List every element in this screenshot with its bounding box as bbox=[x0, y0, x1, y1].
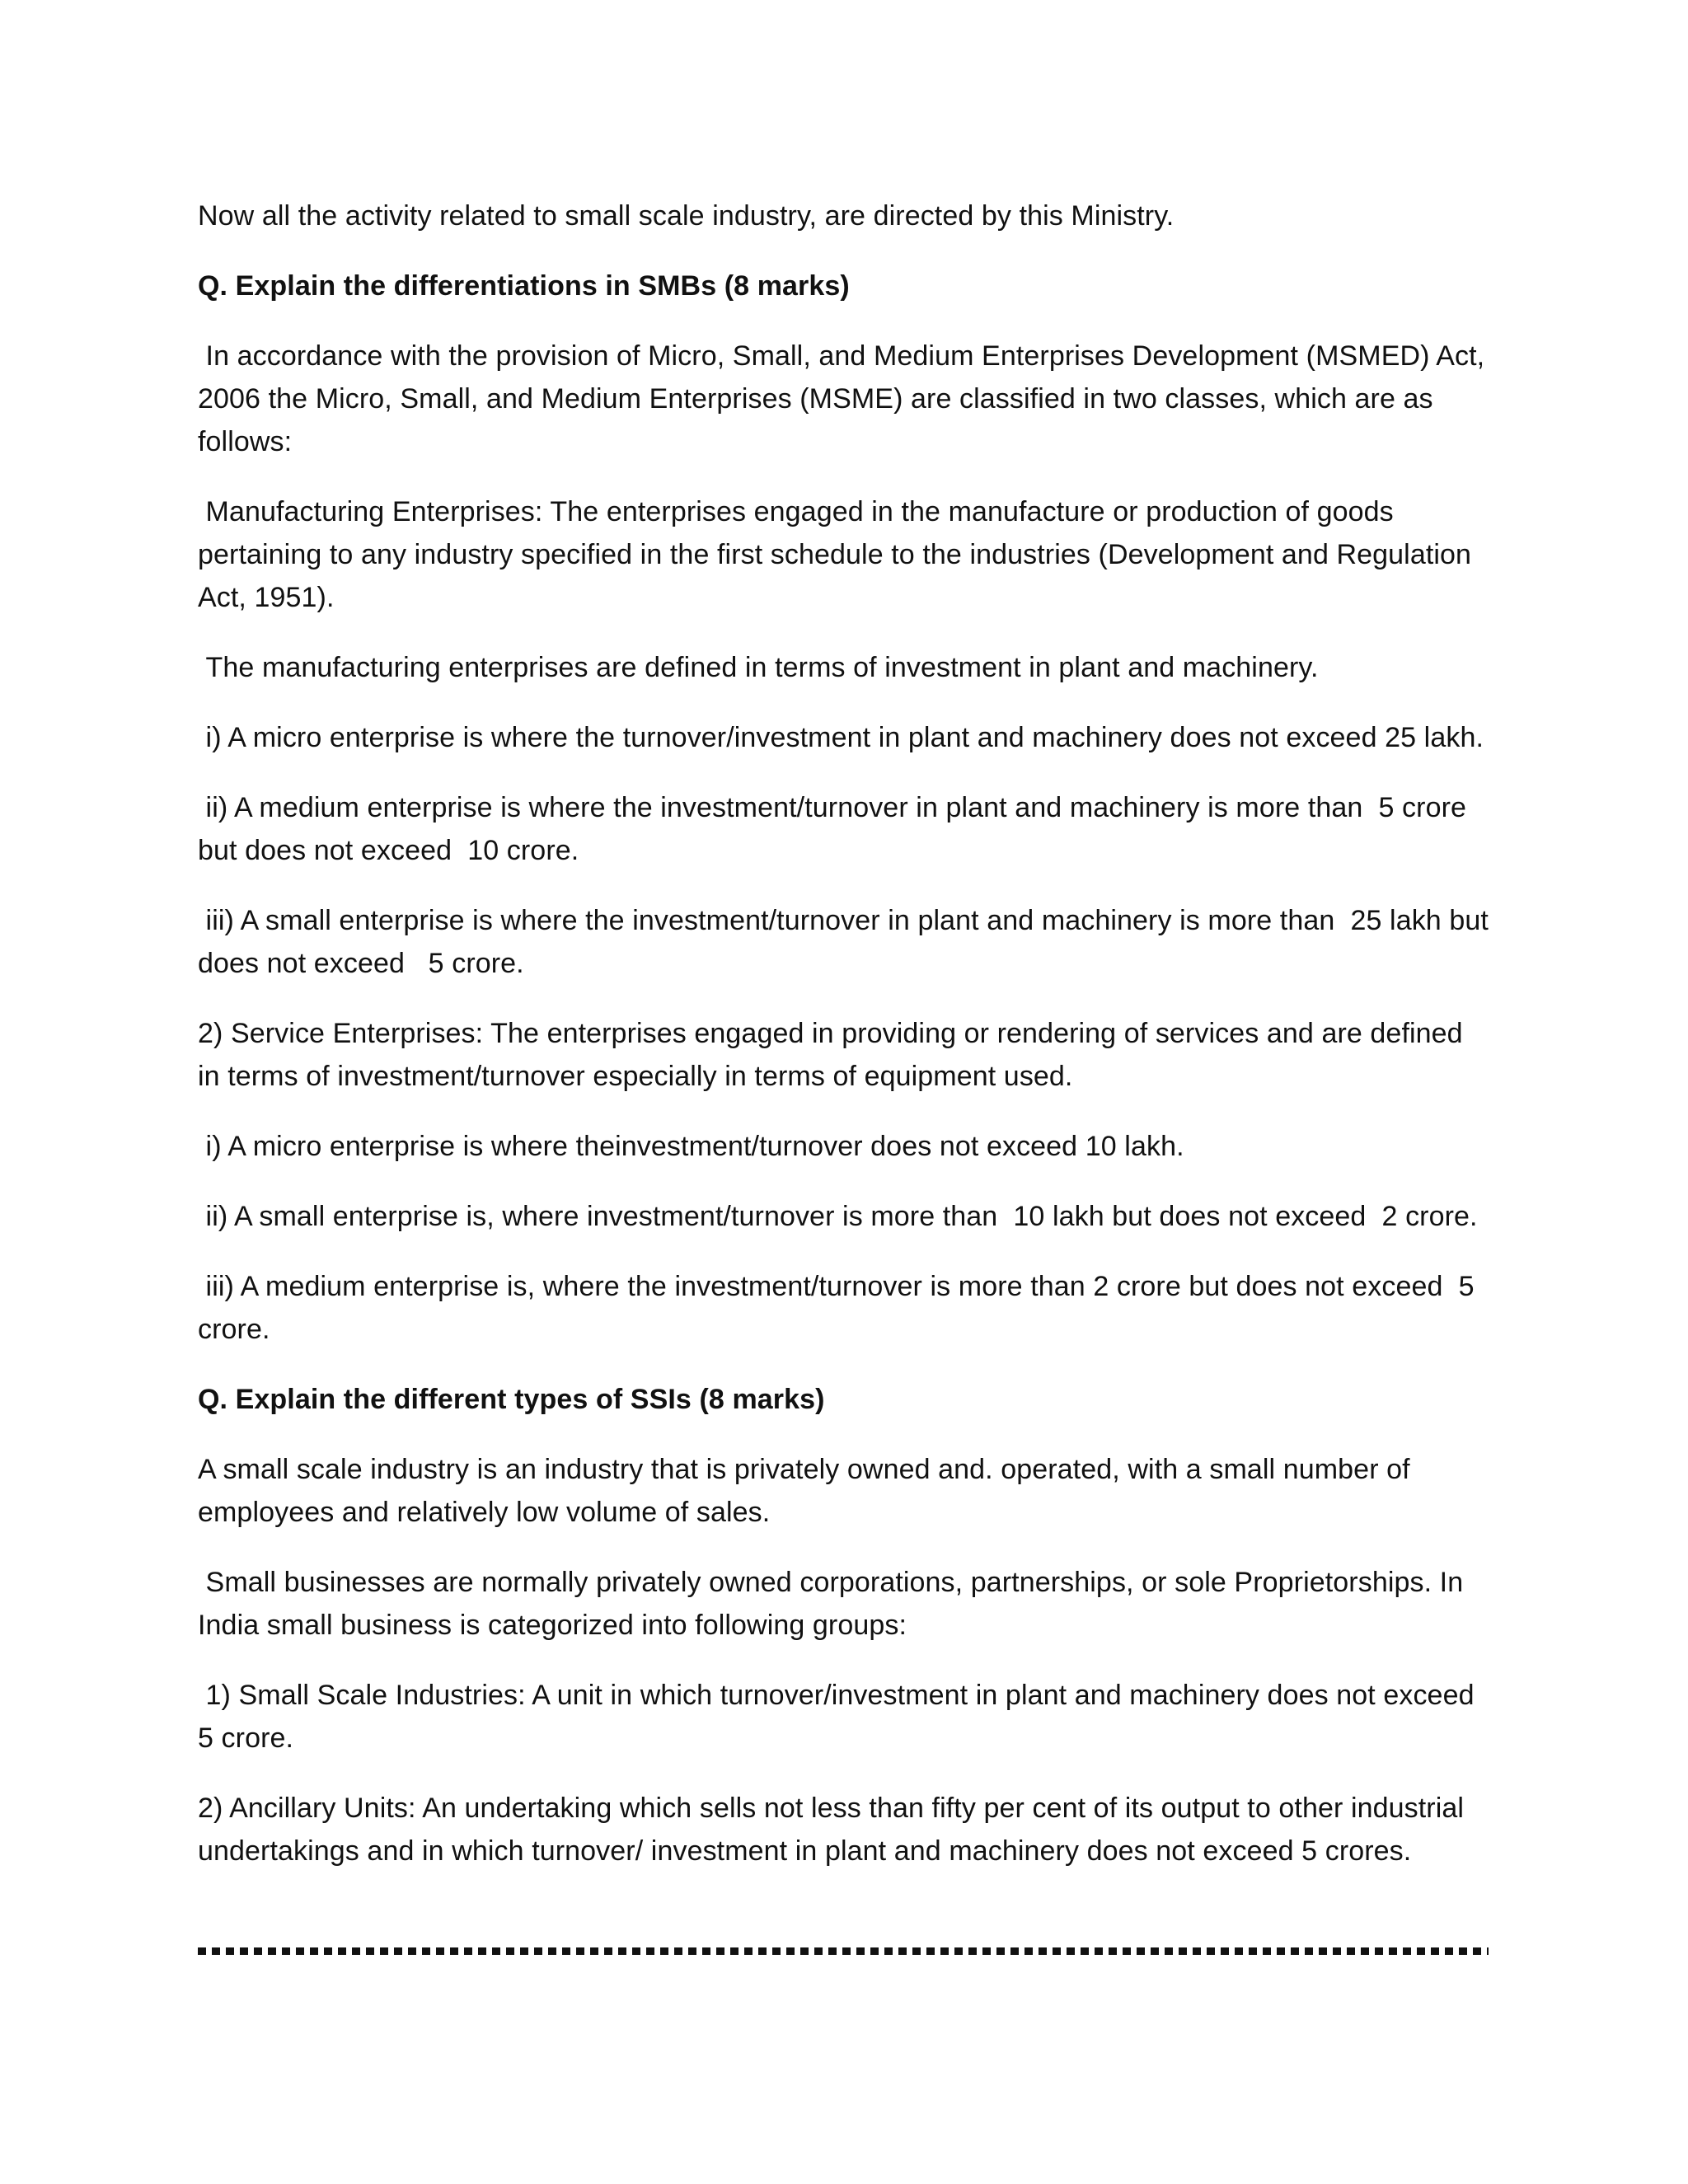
paragraph-ministry-note: Now all the activity related to small scale industry, are directed by this Ministry. bbox=[198, 200, 1175, 232]
paragraph-service-enterprises: 2) Service Enterprises: The enterprises engaged in providing or rendering of services and are defined in terms of investment/turnover especially in terms of equipment used. bbox=[198, 1018, 1471, 1092]
paragraph-manufacturing-definition: The manufacturing enterprises are defined in terms of investment in plant and machinery. bbox=[198, 652, 1319, 683]
question-heading-smb-differentiations: Q. Explain the differentiations in SMBs (8 marks) bbox=[198, 270, 850, 302]
document-page bbox=[198, 194, 1497, 1900]
list-item-manufacturing-micro: i) A micro enterprise is where the turnover/investment in plant and machinery does not exceed 25 lakh. bbox=[198, 722, 1484, 753]
list-item-manufacturing-medium: ii) A medium enterprise is where the investment/turnover in plant and machinery is more than 5 crore but does not exceed 10 crore. bbox=[198, 792, 1475, 866]
list-item-small-scale-industries: 1) Small Scale Industries: A unit in which turnover/investment in plant and machinery does not exceed 5 crore. bbox=[198, 1680, 1483, 1754]
paragraph-msmed-act: In accordance with the provision of Micro, Small, and Medium Enterprises Development (MSMED) Act, 2006 the Micro, Small, and Medium Enterprises (MSME) are classified in two classes, which are as follows: bbox=[198, 340, 1493, 457]
list-item-service-small: ii) A small enterprise is, where investment/turnover is more than 10 lakh but does not exceed 2 crore. bbox=[198, 1201, 1478, 1232]
list-item-service-micro: i) A micro enterprise is where theinvestment/turnover does not exceed 10 lakh. bbox=[198, 1131, 1184, 1162]
paragraph-ssi-definition: A small scale industry is an industry that is privately owned and. operated, with a small number of employees and relatively low volume of sales. bbox=[198, 1454, 1418, 1528]
paragraph-small-business-groups: Small businesses are normally privately owned corporations, partnerships, or sole Proprietorships. In India small business is categorized into following groups: bbox=[198, 1567, 1471, 1641]
list-item-ancillary-units: 2) Ancillary Units: An undertaking which sells not less than fifty per cent of its output to other industrial undertakings and in which turnover/ investment in plant and machinery does not exceed 5 crores. bbox=[198, 1793, 1472, 1867]
paragraph-manufacturing-enterprises: Manufacturing Enterprises: The enterprises engaged in the manufacture or production of goods pertaining to any industry specified in the first schedule to the industries (Development and Regulation Act, 1951). bbox=[198, 496, 1478, 613]
question-heading-ssi-types: Q. Explain the different types of SSIs (8 marks) bbox=[198, 1384, 825, 1415]
dotted-divider bbox=[198, 1947, 1489, 1955]
list-item-manufacturing-small: iii) A small enterprise is where the investment/turnover in plant and machinery is more than 25 lakh but does not exceed 5 crore. bbox=[198, 905, 1497, 979]
list-item-service-medium: iii) A medium enterprise is, where the investment/turnover is more than 2 crore but does not exceed 5 crore. bbox=[198, 1271, 1483, 1345]
